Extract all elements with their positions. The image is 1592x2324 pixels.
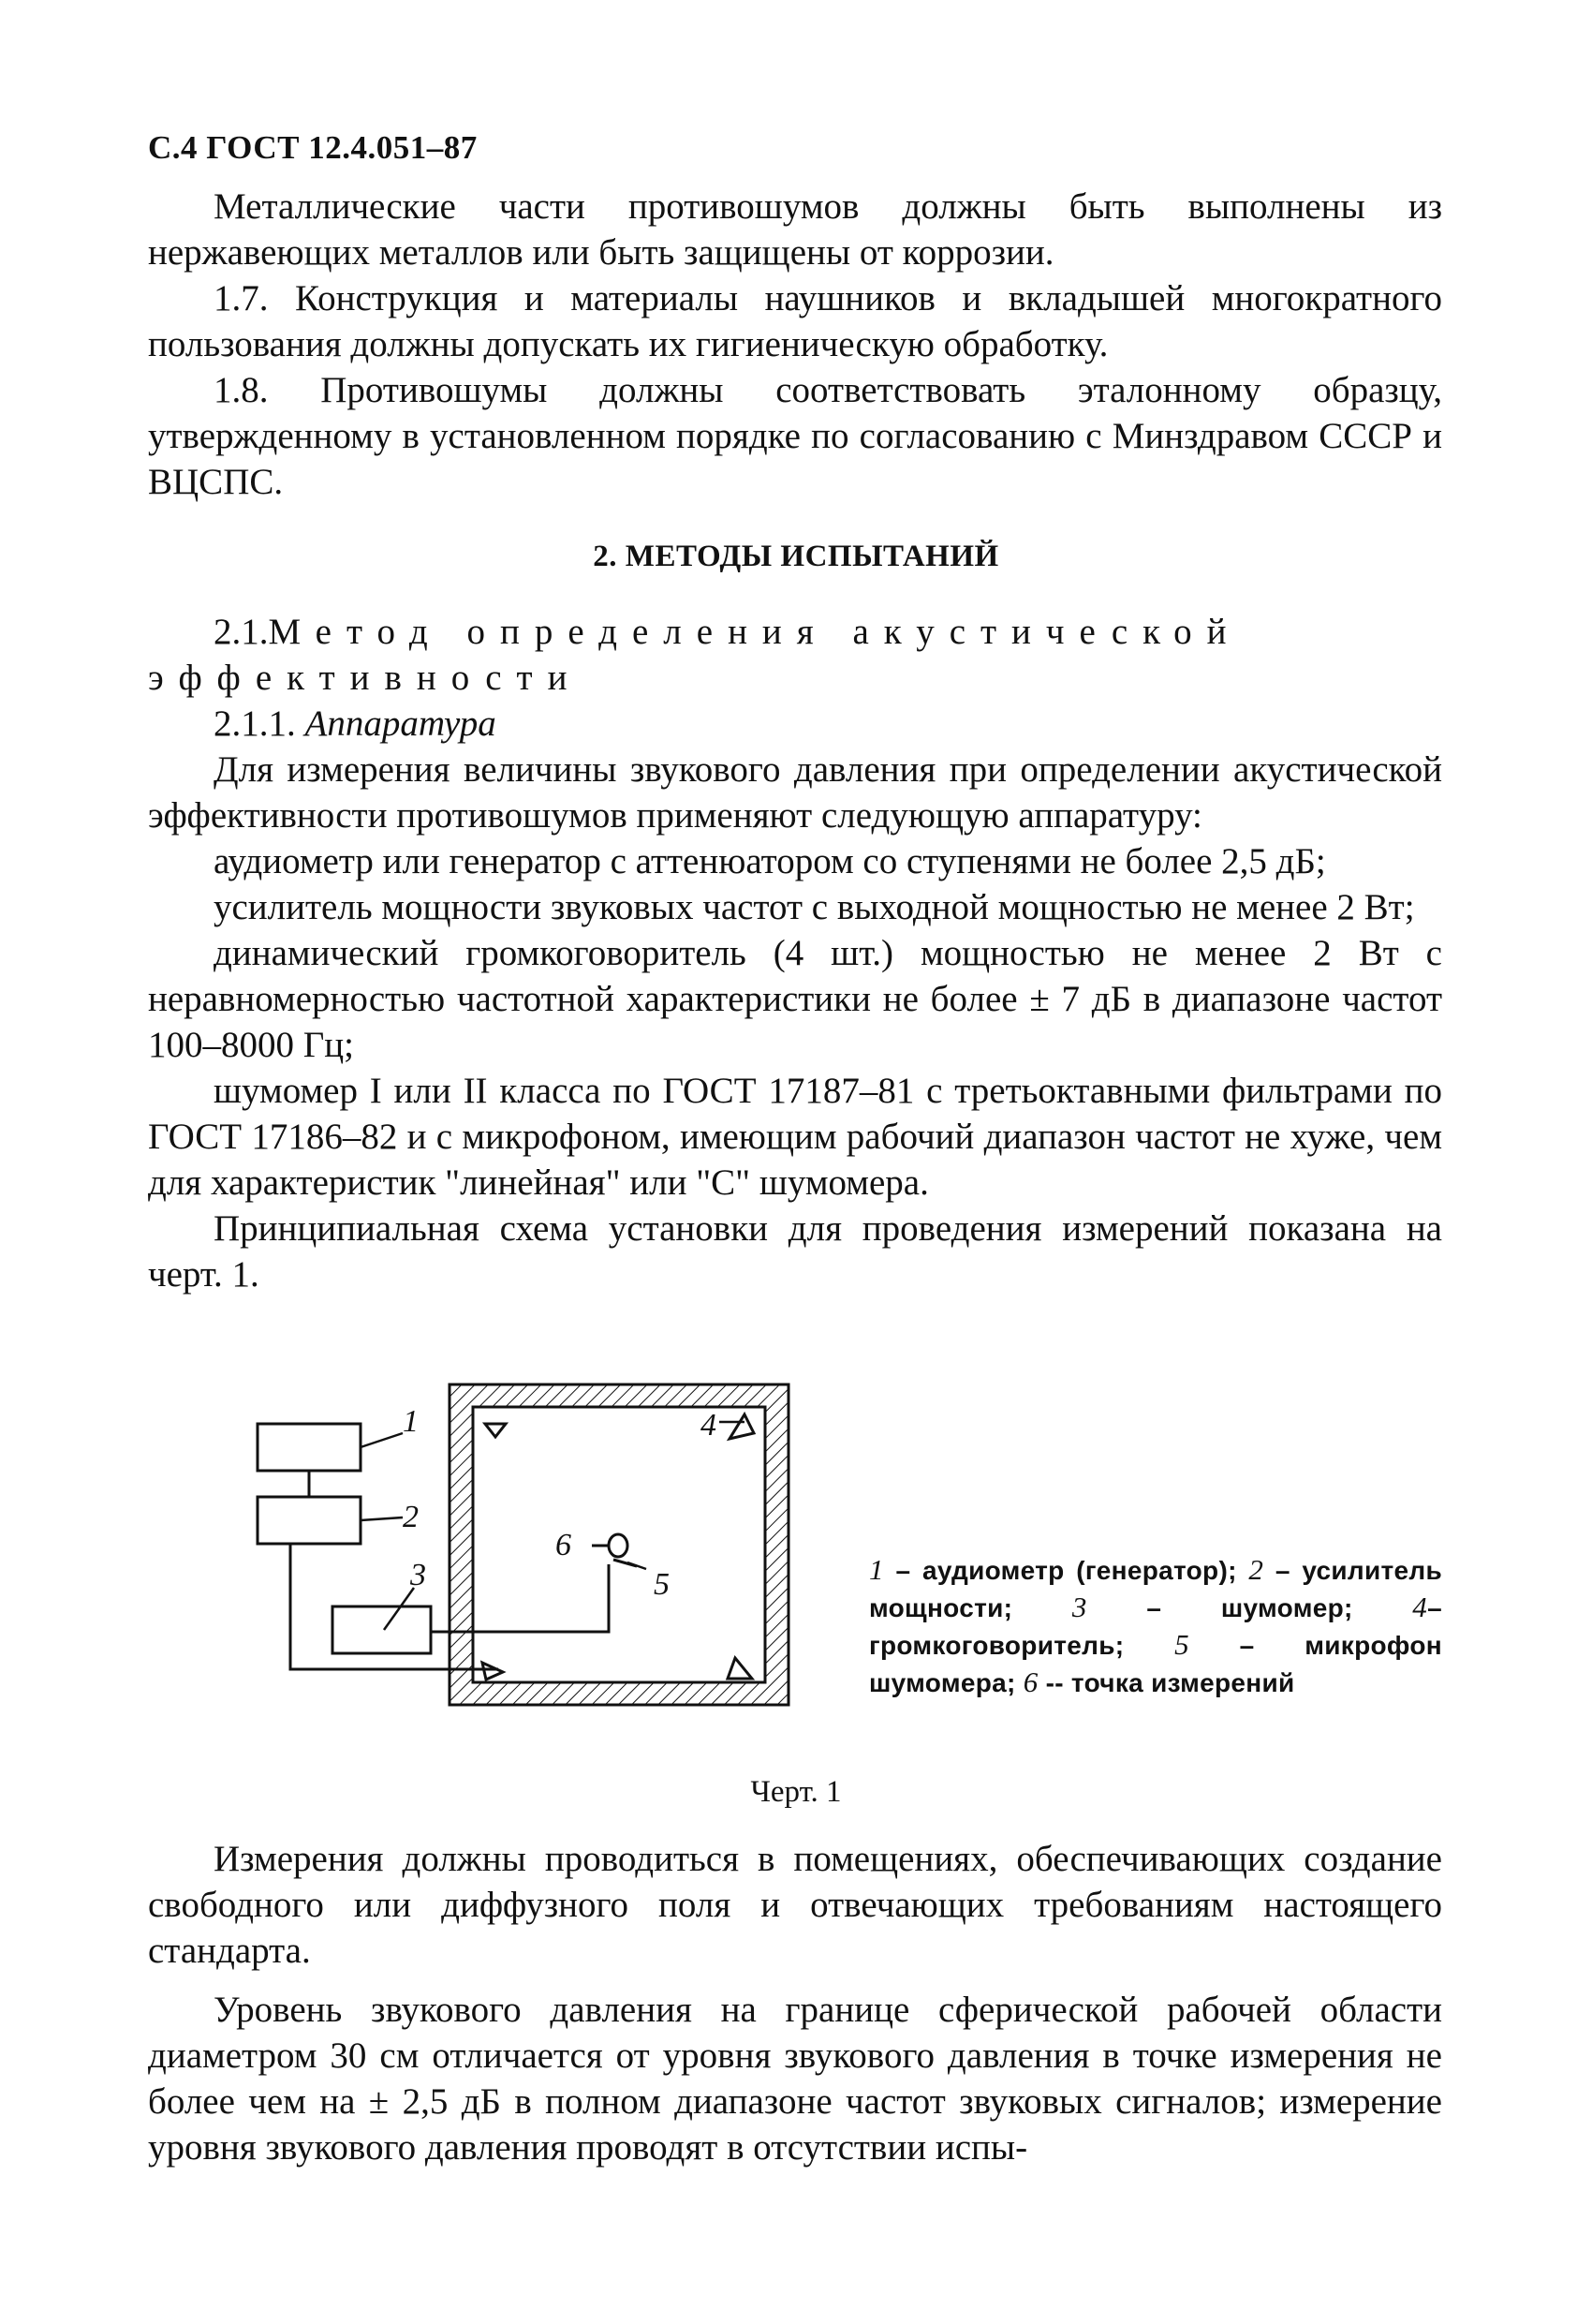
paragraph-apparatus-intro: Для измерения величины звукового давления при определении акустической эффективности противошумов применяют следующую аппаратуру:: [148, 749, 1442, 836]
list-item-noisemeter: шумомер I или II класса по ГОСТ 17187–81 с третьоктавными фильтрами по ГОСТ 17186–82 и с микрофоном, имеющим рабочий диапазон частот не хуже, чем для характеристик "линейная" или "С" шумомера.: [148, 1071, 1442, 1203]
subsection-2-1-title: Метод определения акустической эффективности: [148, 612, 1242, 698]
legend-item-3: 3 – шумомер;: [1071, 1591, 1353, 1623]
page-header: С.4 ГОСТ 12.4.051–87: [148, 129, 478, 166]
section-1-continuation: [148, 184, 1442, 505]
paragraph-1-8: 1.8. Противошумы должны соответствовать эталонному образцу, утвержденному в установленном порядке по согласованию с Минздравом СССР и ВЦСПС.: [148, 370, 1442, 502]
section-heading: 2. МЕТОДЫ ИСПЫТАНИЙ: [593, 540, 999, 573]
legend-item-6: 6 -- точка измерений: [1023, 1665, 1295, 1698]
subsection-2-1-1-number: 2.1.1.: [214, 703, 296, 744]
list-item-speaker: динамический громкоговоритель (4 шт.) мощностью не менее 2 Вт с неравномерностью частотной характеристики не более ± 7 дБ в диапазоне частот 100–8000 Гц;: [148, 933, 1442, 1065]
diagram-label-4: 4: [700, 1408, 716, 1443]
measurement-setup-diagram: [243, 1377, 805, 1733]
amplifier-box: [258, 1497, 361, 1544]
legend-item-4: 4–громкоговоритель;: [869, 1591, 1442, 1660]
audiometer-box: [258, 1424, 361, 1471]
diagram-label-3: 3: [410, 1558, 426, 1592]
paragraph-schema: Принципиальная схема установки для проведения измерений показана на черт. 1.: [148, 1208, 1442, 1295]
section-2-measurement: [148, 1836, 1442, 2170]
diagram-label-5: 5: [654, 1567, 670, 1602]
subsection-2-1-number: 2.1.: [214, 612, 269, 652]
paragraph-metal-parts: Металлические части противошумов должны быть выполнены из нержавеющих металлов или быть защищены от коррозии.: [148, 186, 1442, 273]
diagram-label-2: 2: [403, 1500, 419, 1534]
legend-item-2: 2 – усилитель мощности;: [869, 1553, 1442, 1622]
subsection-2-1-1-heading: [148, 701, 1442, 747]
subsection-2-1-1-title: Аппаратура: [304, 703, 496, 744]
subsection-2-1-heading: [148, 609, 1442, 701]
apparatus-list: [148, 747, 1442, 1297]
noisemeter-box: [332, 1606, 431, 1653]
diagram-label-6: 6: [555, 1528, 571, 1562]
paragraph-rooms: Измерения должны проводиться в помещениях, обеспечивающих создание свободного или диффузного поля и отвечающих требованиям настоящего стандарта.: [148, 1839, 1442, 1971]
list-item-amplifier: усилитель мощности звуковых частот с выходной мощностью не менее 2 Вт;: [214, 887, 1415, 927]
figure-caption: Черт. 1: [750, 1775, 842, 1809]
legend-item-5: 5 – микрофон шумомера;: [869, 1628, 1442, 1697]
diagram-label-1: 1: [403, 1404, 419, 1439]
paragraph-sound-level: Уровень звукового давления на границе сферической рабочей области диаметром 30 см отличается от уровня звукового давления в точке измерения не более чем на ± 2,5 дБ в полном диапазоне частот звуковых сигналов; измерение уровня звукового давления проводят в отсутствии испы-: [148, 1990, 1442, 2168]
paragraph-1-7: 1.7. Конструкция и материалы наушников и вкладышей многократного пользования должны допускать их гигиеническую обработку.: [148, 278, 1442, 364]
list-item-audiometer: аудиометр или генератор с аттенюатором со ступенями не более 2,5 дБ;: [214, 841, 1326, 881]
legend-item-1: 1 – аудиометр (генератор);: [869, 1553, 1237, 1586]
diagram-legend: [869, 1551, 1442, 1701]
